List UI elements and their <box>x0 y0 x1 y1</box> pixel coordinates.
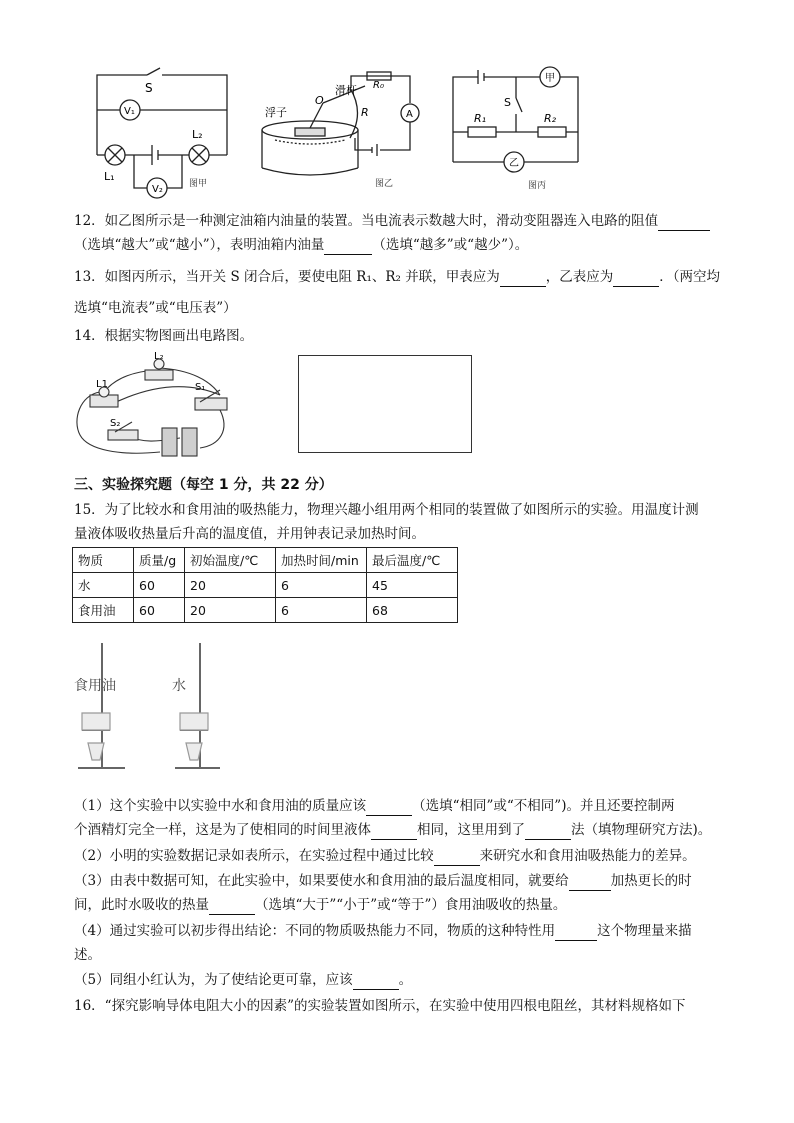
q15-line-2: 量液体吸收热量后升高的温度值，并用钟表记录加热时间。 <box>74 526 425 542</box>
photo-l1-label: L1 <box>96 379 108 390</box>
table-header-row <box>73 548 458 573</box>
drawing-answer-box[interactable] <box>298 355 472 453</box>
q15-p1-text-b: （选填“相同”或“不相同”)。并且还要控制两 <box>412 798 675 814</box>
answer-blank[interactable] <box>658 216 710 231</box>
figure-caption-jia: 图甲 <box>189 179 208 189</box>
table-cell: 水 <box>73 573 134 598</box>
resistor-r2-label: R₂ <box>544 112 557 125</box>
table-cell: 20 <box>185 573 276 598</box>
table-header-cell: 加热时间/min <box>276 548 367 573</box>
q15-p1-line-2 <box>74 820 711 840</box>
answer-blank[interactable] <box>366 801 412 816</box>
meter-yi-label: 乙 <box>509 158 519 169</box>
table-cell: 6 <box>276 598 367 623</box>
lamp-l2-label: L₂ <box>192 128 203 141</box>
q15-p4-text-b: 这个物理量来描 <box>597 923 692 939</box>
figure-caption-yi: 图乙 <box>375 179 394 189</box>
photo-l2-label: L₂ <box>154 351 164 362</box>
switch-s-label: S <box>504 96 511 109</box>
table-cell: 60 <box>134 573 185 598</box>
physical-circuit-photo <box>70 350 250 462</box>
resistor-r0-label: R₀ <box>373 80 384 91</box>
rheostat-label: R <box>361 106 369 119</box>
q15-p4-text-a: （4）通过实验可以初步得出结论：不同的物质吸热能力不同，物质的这种特性用 <box>74 923 556 939</box>
q15-p2-text-b: 来研究水和食用油吸热能力的差异。 <box>479 848 696 864</box>
q15-p3-text-a: （3）由表中数据可知，在此实验中，如果要使水和食用油的最后温度相同，就要给 <box>74 873 569 889</box>
section-3-title: 三、实验探究题（每空 1 分，共 22 分） <box>74 477 333 493</box>
ammeter-label: A <box>406 109 413 120</box>
circuit-figure-jia <box>92 60 232 200</box>
meter-jia-label: 甲 <box>545 73 555 84</box>
answer-blank[interactable] <box>324 240 372 255</box>
q13-text-1b: ，乙表应为 <box>545 269 614 285</box>
water-stand-label: 水 <box>172 678 186 694</box>
q15-p5-text-b: 。 <box>398 972 413 988</box>
q15-p1-text-a: （1）这个实验中以实验中水和食用油的质量应该 <box>74 798 367 814</box>
q13-line-2: 选填“电流表”或“电压表”） <box>74 300 237 316</box>
answer-blank[interactable] <box>613 272 659 287</box>
answer-blank[interactable] <box>209 900 255 915</box>
q15-p5-text-a: （5）同组小红认为，为了使结论更可靠，应该 <box>74 972 353 988</box>
answer-blank[interactable] <box>353 975 399 990</box>
voltmeter-v2-label: V₂ <box>152 184 163 195</box>
circuit-figure-bing <box>448 62 588 197</box>
slider-rod-label: 滑杆 <box>335 84 357 97</box>
q15-p1-text-e: 法（填物理研究方法)。 <box>571 822 712 838</box>
q15-p3-text-c: 间，此时水吸收的热量 <box>74 897 209 913</box>
q15-p5-line <box>74 970 412 990</box>
table-cell: 45 <box>367 573 458 598</box>
q13-line-1 <box>74 267 720 287</box>
table-header-cell: 初始温度/℃ <box>185 548 276 573</box>
q12-text-2a: （选填“越大”或“越小”），表明油箱内油量 <box>74 237 325 253</box>
table-header-cell: 物质 <box>73 548 134 573</box>
answer-blank[interactable] <box>569 876 611 891</box>
voltmeter-v1-label: V₁ <box>124 106 135 117</box>
q16-line-1: 16．“探究影响导体电阻大小的因素”的实验装置如图所示，在实验中使用四根电阻丝，其材料规格如下 <box>74 998 686 1014</box>
q15-p1-text-d: 相同，这里用到了 <box>417 822 525 838</box>
switch-label: S <box>145 81 153 95</box>
q13-text-1a: 13．如图丙所示，当开关 S 闭合后，要使电阻 R₁、R₂ 并联，甲表应为 <box>74 269 500 285</box>
table-cell: 20 <box>185 598 276 623</box>
answer-blank[interactable] <box>500 272 546 287</box>
resistor-r1-label: R₁ <box>474 112 487 125</box>
q12-line-1 <box>74 211 710 231</box>
table-cell: 食用油 <box>73 598 134 623</box>
answer-blank[interactable] <box>371 825 417 840</box>
figure-caption-bing: 图丙 <box>528 181 547 191</box>
q12-text-2b: （选填“越多”或“越少”）。 <box>372 237 529 253</box>
heating-data-table <box>72 547 458 623</box>
q15-p3-line-2 <box>74 895 566 915</box>
pivot-label: O <box>315 94 324 107</box>
photo-s2-label: S₂ <box>110 418 121 429</box>
q15-p3-text-d: （选填“大于”“小于”或“等于”）食用油吸收的热量。 <box>255 897 567 913</box>
table-cell: 6 <box>276 573 367 598</box>
table-row <box>73 598 458 623</box>
q15-p2-text-a: （2）小明的实验数据记录如表所示，在实验过程中通过比较 <box>74 848 434 864</box>
table-row <box>73 573 458 598</box>
q12-line-2 <box>74 235 528 255</box>
q15-p1-line-1 <box>74 796 674 816</box>
table-cell: 68 <box>367 598 458 623</box>
q15-p2-line <box>74 846 696 866</box>
q15-p4-line-1 <box>74 921 692 941</box>
q15-p3-line-1 <box>74 871 692 891</box>
q13-text-1c: ．（两空均 <box>659 269 720 285</box>
answer-blank[interactable] <box>434 851 480 866</box>
q15-p1-text-c: 个酒精灯完全一样，这是为了使相同的时间里液体 <box>74 822 371 838</box>
answer-blank[interactable] <box>525 825 571 840</box>
table-header-cell: 最后温度/℃ <box>367 548 458 573</box>
heating-apparatus-photo <box>70 638 240 778</box>
lamp-l1-label: L₁ <box>104 170 115 183</box>
float-label: 浮子 <box>265 106 287 119</box>
q12-text-1: 12．如乙图所示是一种测定油箱内油量的装置。当电流表示数越大时，滑动变阻器连入电路的阻值 <box>74 213 659 229</box>
answer-blank[interactable] <box>555 926 597 941</box>
table-header-cell: 质量/g <box>134 548 185 573</box>
q15-p3-text-b: 加热更长的时 <box>610 873 692 889</box>
photo-s1-label: S₁ <box>195 382 206 393</box>
oil-stand-label: 食用油 <box>74 678 116 694</box>
q14-line-1: 14．根据实物图画出电路图。 <box>74 328 254 344</box>
oil-gauge-figure-yi <box>255 58 425 198</box>
q15-line-1: 15．为了比较水和食用油的吸热能力，物理兴趣小组用两个相同的装置做了如图所示的实验。用温度计测 <box>74 502 699 518</box>
q15-p4-line-2: 述。 <box>74 947 101 963</box>
table-cell: 60 <box>134 598 185 623</box>
